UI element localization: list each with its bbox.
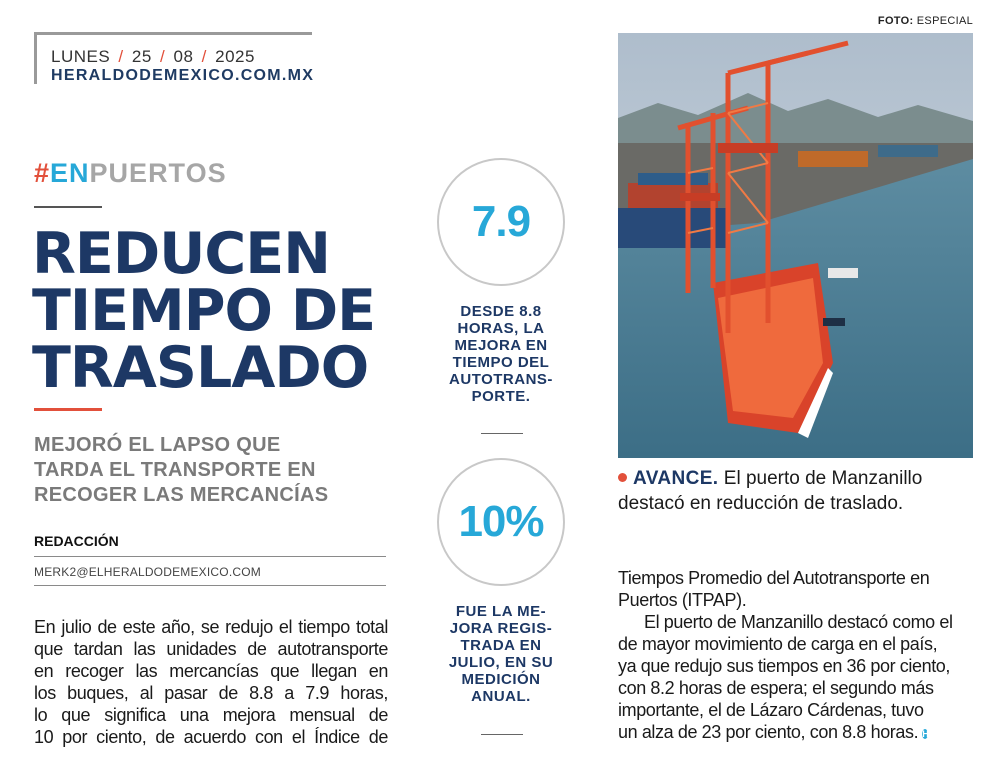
caption-lead: AVANCE. xyxy=(633,468,719,489)
hashtag-en: EN xyxy=(50,158,90,188)
stat-value: 7.9 xyxy=(471,197,531,246)
headline-line: REDUCEN xyxy=(32,221,330,287)
end-of-article-icon: H xyxy=(922,729,929,739)
divider xyxy=(34,556,386,557)
body-line: que tardan las unidades de autotransporte xyxy=(34,639,388,659)
date-yyyy: 2025 xyxy=(215,47,255,66)
stat-caption-line: FUE LA ME- xyxy=(455,603,547,620)
photo-credit-label: FOTO: xyxy=(877,15,914,27)
date-day: LUNES xyxy=(51,47,111,66)
byline: REDACCIÓN xyxy=(34,533,119,549)
dateline-box xyxy=(34,32,315,84)
stat-caption-line: TRADA EN xyxy=(460,637,542,654)
stat-caption-line: AUTOTRANS- xyxy=(449,371,553,388)
stat-circle xyxy=(437,158,565,286)
headline-line: TIEMPO DE xyxy=(32,278,376,344)
stat-caption xyxy=(430,603,572,705)
date-separator: / xyxy=(118,47,124,66)
body-line: importante, el de Lázaro Cárdenas, tuvo xyxy=(618,700,924,720)
subhead-line: RECOGER LAS MERCANCÍAS xyxy=(34,484,329,506)
divider xyxy=(34,206,102,208)
subhead-line: MEJORÓ EL LAPSO QUE xyxy=(34,434,281,456)
date-mm: 08 xyxy=(173,47,194,66)
body-line: de mayor movimiento de carga en el país, xyxy=(618,634,938,654)
hashtag-symbol: # xyxy=(34,158,51,188)
caption-text: El puerto de Manzanillo xyxy=(718,468,923,489)
body-line: Puertos (ITPAP). xyxy=(618,590,747,610)
caption-line-1 xyxy=(618,466,978,491)
divider xyxy=(481,433,523,434)
body-line: El puerto de Manzanillo destacó como el xyxy=(644,612,953,632)
divider xyxy=(481,734,523,735)
body-line-final xyxy=(618,721,973,743)
date-dd: 25 xyxy=(131,47,152,66)
author-email[interactable]: MERK2@ELHERALDODEMEXICO.COM xyxy=(34,565,261,579)
headline-line: TRASLADO xyxy=(32,335,369,401)
body-line: un alza de 23 por ciento, con 8.8 horas. xyxy=(618,722,919,742)
body-line: lo que significa una mejora mensual de xyxy=(34,705,388,725)
stat-caption-line: MEDICIÓN xyxy=(461,671,541,688)
body-line: 10 por ciento, de acuerdo con el Índice de xyxy=(34,727,388,747)
body-line: en recoger las mercancías que llegan en xyxy=(34,661,388,681)
site-url[interactable]: HERALDODEMEXICO.COM.MX xyxy=(51,67,315,84)
bullet-icon xyxy=(618,473,627,482)
stat-caption-line: JORA REGIS- xyxy=(449,620,553,637)
stat-circle xyxy=(437,458,565,586)
stat-caption-line: MEJORA EN xyxy=(454,337,548,354)
photo-credit-source: ESPECIAL xyxy=(916,15,973,27)
port-photo[interactable] xyxy=(618,33,973,458)
stat-caption-line: ANUAL. xyxy=(471,688,531,705)
body-line: ya que redujo sus tiempos en 36 por ciento, xyxy=(618,656,951,676)
date-separator: / xyxy=(160,47,166,66)
article-body-left xyxy=(34,616,388,748)
caption-line-2: destacó en reducción de traslado. xyxy=(618,493,904,514)
publication-date xyxy=(51,47,312,67)
port-crane-illustration xyxy=(618,33,973,458)
body-line: En julio de este año, se redujo el tiempo total xyxy=(34,617,388,637)
photo-credit xyxy=(878,15,973,27)
stat-caption-line: HORAS, LA xyxy=(457,320,545,337)
stat-caption-line: PORTE. xyxy=(471,388,531,405)
divider-accent xyxy=(34,408,102,411)
photo-caption xyxy=(618,466,978,516)
stat-caption-line: DESDE 8.8 xyxy=(460,303,542,320)
body-line: los buques, al pasar de 8.8 a 7.9 horas, xyxy=(34,683,388,703)
stat-caption-line: JULIO, EN SU xyxy=(448,654,554,671)
divider xyxy=(34,585,386,586)
stat-value: 10% xyxy=(458,497,544,546)
section-hashtag[interactable] xyxy=(34,158,227,189)
hashtag-topic: PUERTOS xyxy=(89,158,227,188)
stat-caption-line: TIEMPO DEL xyxy=(452,354,550,371)
date-separator: / xyxy=(201,47,207,66)
headline xyxy=(32,221,402,401)
subheadline xyxy=(34,433,384,508)
body-line: con 8.2 horas de espera; el segundo más xyxy=(618,678,934,698)
body-line: Tiempos Promedio del Autotransporte en xyxy=(618,568,930,588)
article-body-right xyxy=(618,567,973,743)
stat-caption xyxy=(430,303,572,405)
subhead-line: TARDA EL TRANSPORTE EN xyxy=(34,459,316,481)
